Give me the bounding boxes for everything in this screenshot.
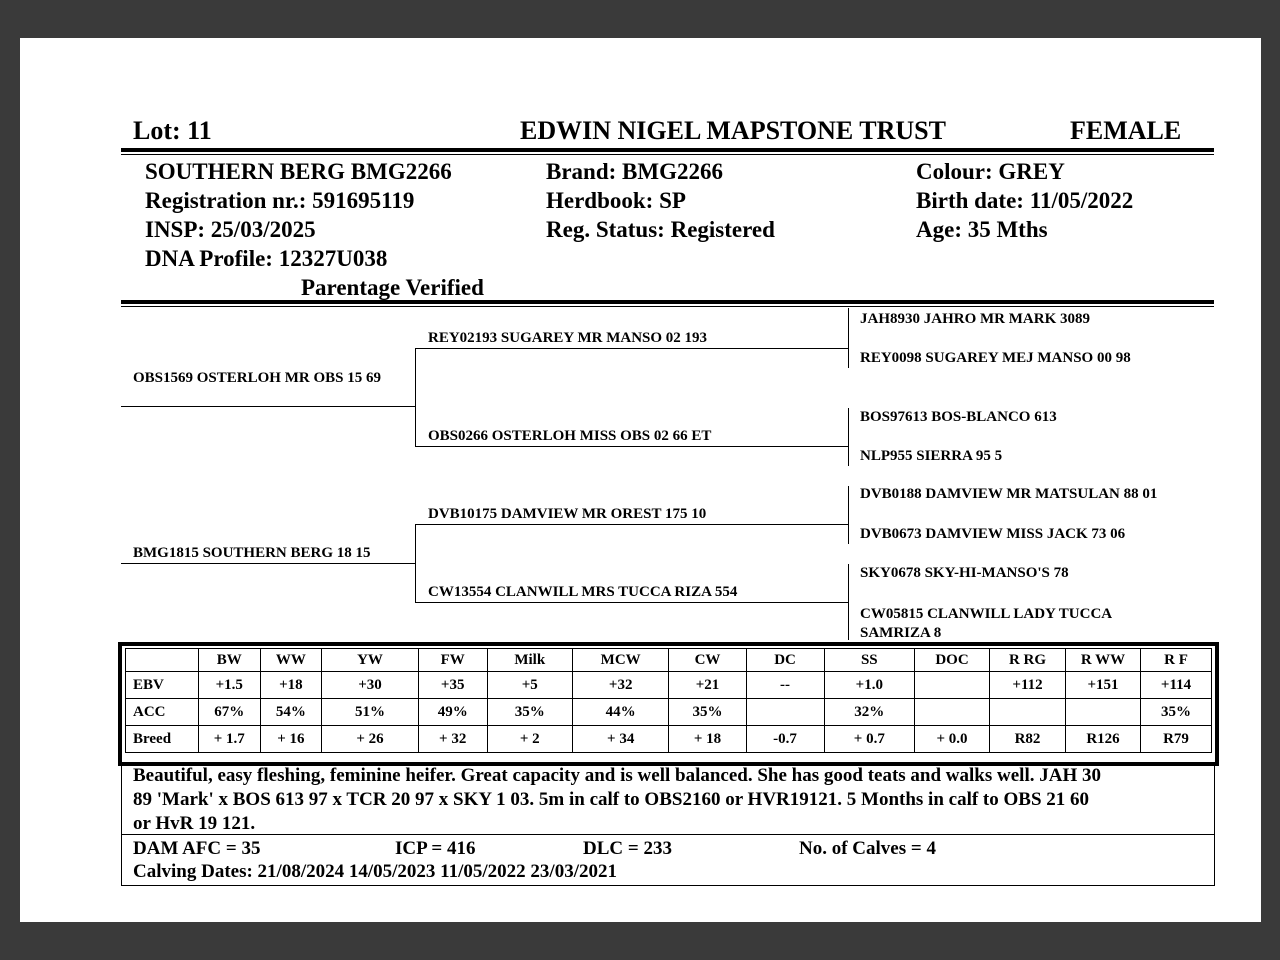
- ebv-cell: +1.5: [198, 672, 260, 699]
- breed-cell: R126: [1066, 726, 1141, 753]
- animal-name: SOUTHERN BERG BMG2266: [145, 159, 452, 184]
- dlc: DLC = 233: [583, 838, 672, 859]
- registration-status: Reg. Status: Registered: [546, 217, 775, 242]
- info-divider-thick: [121, 300, 1214, 304]
- ebv-cell: +32: [572, 672, 669, 699]
- sd-bracket: [848, 408, 849, 466]
- pedigree-ssd: REY0098 SUGAREY MEJ MANSO 00 98: [860, 350, 1131, 366]
- ebv-header-cell: YW: [322, 649, 419, 672]
- pedigree-sire-sire: REY02193 SUGAREY MR MANSO 02 193: [428, 330, 708, 346]
- breed-cell: + 2: [487, 726, 572, 753]
- ds-bracket: [848, 486, 849, 544]
- ebv-row-label: EBV: [126, 672, 199, 699]
- comment-line-1: Beautiful, easy fleshing, feminine heifer. Great capacity and is well balanced. She has good teats and walks well. JAH 30: [133, 765, 1101, 786]
- breed-cell: R82: [990, 726, 1066, 753]
- ebv-cell: +30: [322, 672, 419, 699]
- age: Age: 35 Mths: [916, 217, 1048, 242]
- sire-bracket: [415, 348, 416, 447]
- number-of-calves: No. of Calves = 4: [799, 838, 936, 859]
- info-divider-thin: [121, 306, 1214, 307]
- acc-cell: [746, 699, 824, 726]
- calving-dates: Calving Dates: 21/08/2024 14/05/2023 11/05/2022 23/03/2021: [133, 861, 617, 882]
- ebv-header-row: [126, 649, 1212, 672]
- header-divider-thick: [121, 148, 1214, 152]
- ds-connector: [415, 524, 848, 525]
- ebv-cell: --: [746, 672, 824, 699]
- ebv-header-cell: WW: [260, 649, 322, 672]
- breed-cell: + 1.7: [198, 726, 260, 753]
- breed-cell: + 0.0: [915, 726, 990, 753]
- brand: Brand: BMG2266: [546, 159, 723, 184]
- registration-number: Registration nr.: 591695119: [145, 188, 415, 213]
- acc-cell: 51%: [322, 699, 419, 726]
- ebv-cell: +114: [1141, 672, 1212, 699]
- ebv-header-cell: Milk: [487, 649, 572, 672]
- dd-bracket: [848, 564, 849, 640]
- ebv-header-cell: DOC: [915, 649, 990, 672]
- ebv-row: [126, 672, 1212, 699]
- pedigree-dam: BMG1815 SOUTHERN BERG 18 15: [133, 545, 371, 561]
- acc-cell: 67%: [198, 699, 260, 726]
- herdbook: Herdbook: SP: [546, 188, 686, 213]
- owner-name: EDWIN NIGEL MAPSTONE TRUST: [520, 116, 946, 145]
- dam-bracket: [415, 524, 416, 603]
- comments-divider: [121, 834, 1215, 835]
- ebv-header-cell: SS: [824, 649, 914, 672]
- acc-cell: 35%: [1141, 699, 1212, 726]
- breed-row: [126, 726, 1212, 753]
- breed-cell: + 18: [669, 726, 746, 753]
- acc-cell: [990, 699, 1066, 726]
- ebv-header-cell: [126, 649, 199, 672]
- ebv-header-cell: DC: [746, 649, 824, 672]
- pedigree-dsd: DVB0673 DAMVIEW MISS JACK 73 06: [860, 526, 1126, 542]
- ebv-cell: +21: [669, 672, 746, 699]
- acc-cell: 35%: [487, 699, 572, 726]
- ebv-header-cell: FW: [418, 649, 487, 672]
- pedigree-sss: JAH8930 JAHRO MR MARK 3089: [860, 311, 1090, 327]
- pedigree-dds: SKY0678 SKY-HI-MANSO'S 78: [860, 565, 1069, 581]
- pedigree-ddd: CW05815 CLANWILL LADY TUCCA SAMRIZA 8: [860, 606, 1112, 641]
- breed-cell: + 26: [322, 726, 419, 753]
- dam-connector: [121, 563, 416, 564]
- parentage-status: Parentage Verified: [301, 275, 484, 300]
- sire-connector: [121, 406, 416, 407]
- acc-row-label: ACC: [126, 699, 199, 726]
- ebv-header-cell: R RG: [990, 649, 1066, 672]
- breed-cell: + 0.7: [824, 726, 914, 753]
- icp: ICP = 416: [395, 838, 476, 859]
- ebv-header-cell: CW: [669, 649, 746, 672]
- breed-cell: R79: [1141, 726, 1212, 753]
- acc-cell: 44%: [572, 699, 669, 726]
- breed-cell: -0.7: [746, 726, 824, 753]
- comment-line-2: 89 'Mark' x BOS 613 97 x TCR 20 97 x SKY 1 03. 5m in calf to OBS2160 or HVR19121. 5 Months in calf to OBS 21 60: [133, 789, 1090, 810]
- inspection-date: INSP: 25/03/2025: [145, 217, 316, 242]
- colour: Colour: GREY: [916, 159, 1065, 184]
- comment-line-3: or HvR 19 121.: [133, 813, 256, 834]
- ebv-cell: +5: [487, 672, 572, 699]
- birth-date: Birth date: 11/05/2022: [916, 188, 1134, 213]
- dam-afc: DAM AFC = 35: [133, 838, 261, 859]
- ebv-header-cell: R WW: [1066, 649, 1141, 672]
- breed-cell: + 32: [418, 726, 487, 753]
- breed-row-label: Breed: [126, 726, 199, 753]
- ebv-cell: +112: [990, 672, 1066, 699]
- ebv-table: [125, 648, 1212, 753]
- ebv-cell: +18: [260, 672, 322, 699]
- lot-number: Lot: 11: [133, 116, 212, 145]
- ebv-cell: +151: [1066, 672, 1141, 699]
- ebv-header-cell: BW: [198, 649, 260, 672]
- ss-connector: [415, 348, 848, 349]
- ebv-cell: [915, 672, 990, 699]
- acc-cell: 54%: [260, 699, 322, 726]
- acc-cell: [915, 699, 990, 726]
- acc-cell: 35%: [669, 699, 746, 726]
- breed-cell: + 16: [260, 726, 322, 753]
- sex-label: FEMALE: [1070, 116, 1182, 145]
- dna-profile: DNA Profile: 12327U038: [145, 246, 388, 271]
- pedigree-dss: DVB0188 DAMVIEW MR MATSULAN 88 01: [860, 486, 1158, 502]
- pedigree-dam-sire: DVB10175 DAMVIEW MR OREST 175 10: [428, 506, 707, 522]
- acc-cell: [1066, 699, 1141, 726]
- acc-cell: 32%: [824, 699, 914, 726]
- sd-connector: [415, 446, 848, 447]
- dd-connector: [415, 602, 848, 603]
- pedigree-sds: BOS97613 BOS-BLANCO 613: [860, 409, 1057, 425]
- pedigree-sire-dam: OBS0266 OSTERLOH MISS OBS 02 66 ET: [428, 428, 712, 444]
- ebv-cell: +35: [418, 672, 487, 699]
- ebv-cell: +1.0: [824, 672, 914, 699]
- pedigree-sdd: NLP955 SIERRA 95 5: [860, 448, 1003, 464]
- pedigree-sire: OBS1569 OSTERLOH MR OBS 15 69: [133, 370, 381, 386]
- breed-cell: + 34: [572, 726, 669, 753]
- pedigree-dam-dam: CW13554 CLANWILL MRS TUCCA RIZA 554: [428, 584, 738, 600]
- ss-bracket: [848, 308, 849, 368]
- header-divider-thin: [121, 154, 1214, 155]
- acc-cell: 49%: [418, 699, 487, 726]
- ebv-header-cell: MCW: [572, 649, 669, 672]
- acc-row: [126, 699, 1212, 726]
- ebv-header-cell: R F: [1141, 649, 1212, 672]
